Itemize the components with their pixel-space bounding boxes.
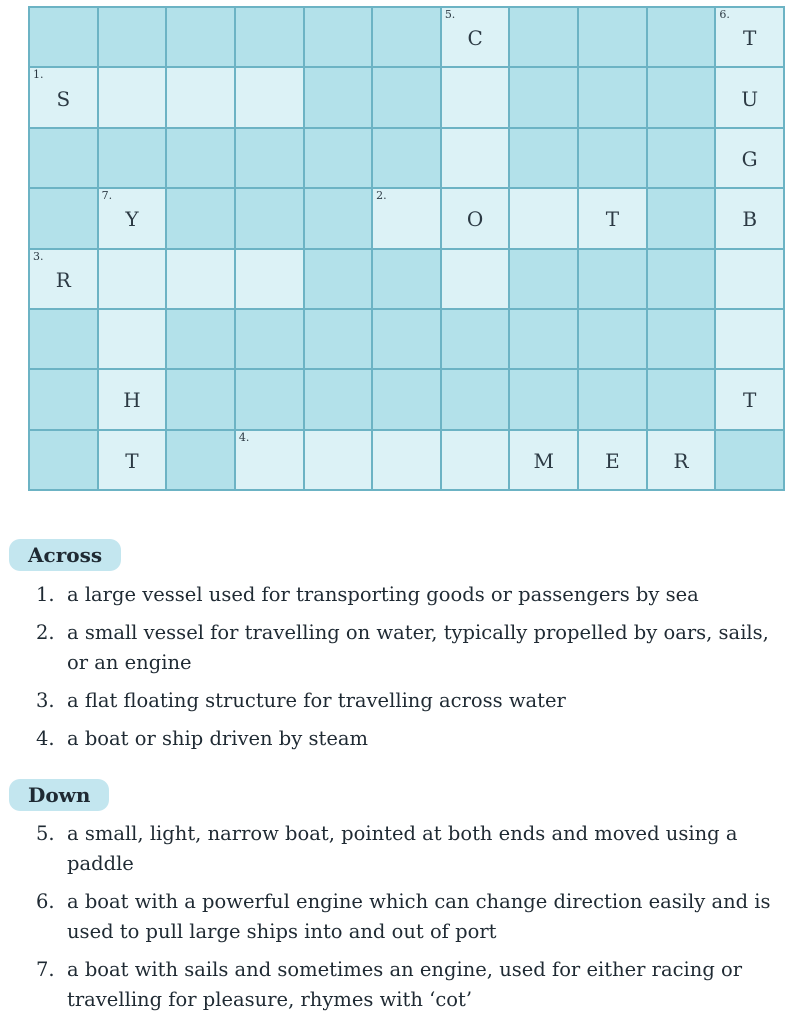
crossword-block [167,370,234,428]
crossword-block [648,129,715,187]
crossword-block [579,68,646,126]
crossword-block [442,370,509,428]
crossword-block [373,250,440,308]
clue-number: 1. [33,68,44,82]
crossword-block [236,370,303,428]
crossword-cell[interactable] [716,68,783,126]
crossword-cell[interactable] [236,431,303,489]
crossword-block [373,68,440,126]
crossword-cell[interactable] [373,431,440,489]
clue-item-number: 6. [36,890,55,913]
crossword-cell[interactable] [716,189,783,247]
clue-item [26,686,790,716]
crossword-cell[interactable] [99,250,166,308]
crossword-grid [28,6,785,491]
crossword-block [30,310,97,368]
crossword-cell[interactable] [442,431,509,489]
cell-letter: H [123,388,141,413]
crossword-block [30,129,97,187]
crossword-block [30,8,97,66]
crossword-cell[interactable] [99,370,166,428]
crossword-cell[interactable] [510,189,577,247]
down-clues-list [26,819,790,1023]
clue-text: a flat floating structure for travelling across water [67,689,566,712]
crossword-cell[interactable] [442,129,509,187]
crossword-block [648,68,715,126]
crossword-block [30,370,97,428]
crossword-block [236,129,303,187]
clue-item [26,887,790,947]
crossword-block [373,129,440,187]
crossword-block [373,370,440,428]
crossword-block [510,250,577,308]
crossword-cell[interactable] [99,310,166,368]
crossword-block [648,310,715,368]
clue-text: a large vessel used for transporting goods or passengers by sea [67,583,699,606]
cell-letter: E [605,449,620,474]
crossword-cell[interactable] [648,431,715,489]
crossword-block [305,250,372,308]
cell-letter: R [673,449,689,474]
clue-item-number: 4. [36,727,55,750]
crossword-cell[interactable] [442,250,509,308]
cell-letter: Y [125,207,139,232]
crossword-block [648,8,715,66]
cell-letter: C [467,26,483,51]
crossword-block [30,431,97,489]
crossword-cell[interactable] [99,68,166,126]
clue-text: a boat with a powerful engine which can change direction easily and is used to pull large ships into and out of port [67,890,771,943]
clue-text: a boat or ship driven by steam [67,727,369,750]
clue-item [26,580,790,610]
cell-letter: R [55,267,71,292]
crossword-block [305,129,372,187]
crossword-block [305,68,372,126]
cell-letter: G [741,147,758,172]
crossword-block [305,189,372,247]
crossword-block [99,129,166,187]
cell-letter: U [741,86,759,111]
crossword-block [442,310,509,368]
crossword-block [305,370,372,428]
crossword-cell[interactable] [236,68,303,126]
crossword-block [579,250,646,308]
crossword-cell[interactable] [716,370,783,428]
crossword-cell[interactable] [99,189,166,247]
clue-text: a boat with sails and sometimes an engine, used for either racing or travelling for pleasure, rhymes with ‘cot’ [67,958,743,1011]
crossword-block [579,370,646,428]
crossword-cell[interactable] [579,431,646,489]
clue-item-number: 1. [36,583,55,606]
cell-letter: T [743,26,757,51]
crossword-block [30,189,97,247]
crossword-cell[interactable] [716,129,783,187]
crossword-block [510,8,577,66]
crossword-block [579,310,646,368]
crossword-block [579,8,646,66]
across-clues-list [26,580,790,762]
clue-number: 2. [376,189,387,203]
crossword-cell[interactable] [305,431,372,489]
crossword-block [236,189,303,247]
clue-number: 5. [444,8,456,21]
clue-text: a small vessel for travelling on water, typically propelled by oars, sails, or an engine [67,621,769,674]
cell-letter: O [466,207,484,232]
clue-text: a small, light, narrow boat, pointed at both ends and moved using a paddle [67,822,738,875]
crossword-block [373,8,440,66]
crossword-block [305,310,372,368]
crossword-cell[interactable] [716,8,783,66]
cell-letter: B [742,207,758,232]
crossword-block [648,250,715,308]
crossword-block [648,189,715,247]
clue-item-number: 3. [36,689,55,712]
crossword-cell[interactable] [510,431,577,489]
clue-number: 4. [238,430,250,444]
crossword-cell[interactable] [167,68,234,126]
crossword-block [579,129,646,187]
cell-letter: T [125,449,139,474]
crossword-cell[interactable] [716,250,783,308]
crossword-block [167,431,234,489]
clue-number: 7. [101,189,113,203]
crossword-cell[interactable] [99,431,166,489]
clue-item [26,819,790,879]
clue-number: 6. [719,8,730,21]
clue-item-number: 2. [36,621,55,644]
crossword-cell[interactable] [442,8,509,66]
crossword-cell[interactable] [30,250,97,308]
crossword-cell[interactable] [442,68,509,126]
crossword-block [716,431,783,489]
cell-letter: S [56,86,71,111]
cell-letter: M [533,449,554,474]
clue-item [26,955,790,1015]
crossword-block [305,8,372,66]
crossword-block [236,8,303,66]
crossword-block [167,189,234,247]
crossword-block [510,310,577,368]
crossword-cell[interactable] [579,189,646,247]
cell-letter: T [605,207,620,232]
crossword-cell[interactable] [442,189,509,247]
crossword-cell[interactable] [30,68,97,126]
crossword-cell[interactable] [373,189,440,247]
cell-letter: T [743,388,757,413]
crossword-cell[interactable] [167,250,234,308]
clue-item [26,618,790,678]
crossword-block [373,310,440,368]
crossword-block [167,8,234,66]
crossword-block [99,8,166,66]
clue-item-number: 7. [36,958,55,981]
crossword-block [510,129,577,187]
crossword-block [510,370,577,428]
crossword-block [167,310,234,368]
crossword-block [648,370,715,428]
crossword-cell[interactable] [716,310,783,368]
crossword-block [236,310,303,368]
crossword-block [510,68,577,126]
clue-item [26,724,790,754]
clue-item-number: 5. [36,822,55,845]
across-heading: Across [9,539,121,571]
down-heading: Down [9,779,109,811]
crossword-cell[interactable] [236,250,303,308]
crossword-block [167,129,234,187]
clue-number: 3. [33,249,44,263]
